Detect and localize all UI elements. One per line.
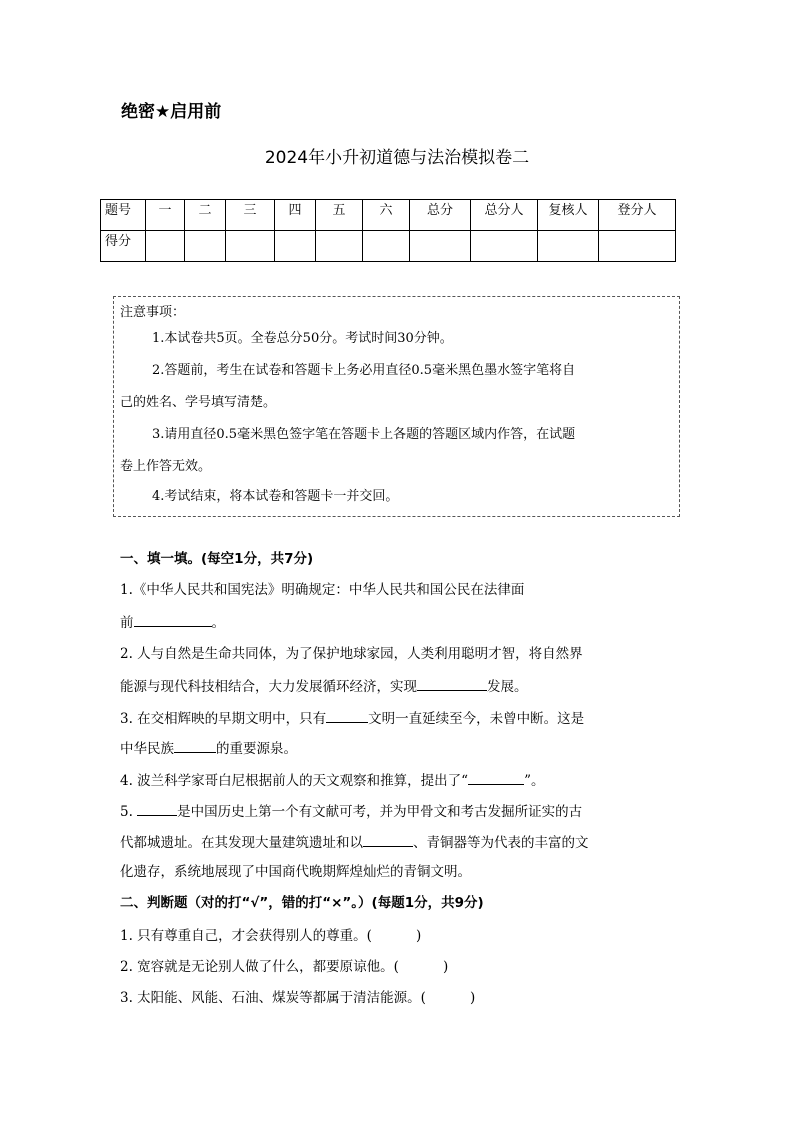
table-cell: 总分人	[471, 200, 538, 231]
question-text: ”。	[524, 773, 545, 789]
notice-item: 1.本试卷共5页。全卷总分50分。考试时间30分钟。	[152, 331, 453, 346]
score-table-score-row	[101, 231, 676, 262]
notice-item: 卷上作答无效。	[120, 459, 212, 474]
question-text: 2. 宽容就是无论别人做了什么，都要原谅他。(	[120, 959, 399, 975]
table-cell: 得分	[101, 231, 146, 262]
question-text: 能源与现代科技相结合，大力发展循环经济，实现	[120, 679, 417, 695]
score-entry-cell	[226, 231, 275, 262]
table-cell: 二	[185, 200, 226, 231]
score-table-header-row	[101, 200, 676, 231]
question-text: 3. 在交相辉映的早期文明中，只有	[120, 711, 327, 727]
score-entry-cell	[185, 231, 226, 262]
table-cell: 四	[275, 200, 316, 231]
section-heading-fill: 一、填一填。(每空1分，共7分)	[120, 551, 314, 567]
close-paren: )	[469, 990, 476, 1006]
notice-item: 4.考试结束，将本试卷和答题卡一并交回。	[152, 489, 399, 504]
question-text: 。	[211, 615, 225, 631]
question-text: 3. 太阳能、风能、石油、煤炭等都属于清洁能源。(	[120, 990, 426, 1006]
question-text	[120, 801, 680, 822]
table-cell: 五	[316, 200, 363, 231]
score-entry-cell	[363, 231, 410, 262]
table-cell: 一	[146, 200, 185, 231]
question-text	[120, 926, 680, 946]
question-text: 5.	[120, 804, 138, 820]
table-cell: 总分	[410, 200, 471, 231]
question-text: 文明一直延续至今，未曾中断。这是	[368, 711, 585, 727]
question-text: 前	[120, 615, 134, 631]
confidential-label: 绝密★启用前	[121, 102, 222, 122]
score-entry-cell	[471, 231, 538, 262]
question-text: 化遗存，系统地展现了中国商代晚期辉煌灿烂的青铜文明。	[120, 864, 471, 880]
close-paren: )	[415, 928, 422, 944]
score-entry-cell	[410, 231, 471, 262]
table-cell: 登分人	[599, 200, 676, 231]
exam-title: 2024年小升初道德与法治模拟卷二	[264, 148, 530, 168]
score-entry-cell	[599, 231, 676, 262]
score-entry-cell	[538, 231, 599, 262]
question-text: 代都城遗址。在其发现大量建筑遗址和以	[120, 835, 363, 851]
score-table	[100, 199, 676, 262]
table-cell: 题号	[101, 200, 146, 231]
answer-blank[interactable]	[174, 738, 216, 753]
question-text: 1. 只有尊重自己，才会获得别人的尊重。(	[120, 928, 372, 944]
notice-box	[113, 296, 680, 517]
question-text: 的重要源泉。	[216, 741, 297, 757]
answer-blank[interactable]	[326, 708, 368, 723]
answer-blank[interactable]	[137, 801, 177, 816]
question-text	[120, 988, 680, 1008]
score-entry-cell	[275, 231, 316, 262]
question-text: 、青铜器等为代表的丰富的文	[413, 835, 589, 851]
answer-blank[interactable]	[363, 832, 413, 847]
question-text	[120, 957, 680, 977]
question-text	[120, 738, 680, 759]
score-entry-cell	[316, 231, 363, 262]
close-paren: )	[442, 959, 449, 975]
question-text	[120, 832, 680, 853]
table-cell: 复核人	[538, 200, 599, 231]
question-text: 2. 人与自然是生命共同体，为了保护地球家园，人类利用聪明才智，将自然界	[120, 646, 583, 662]
answer-blank[interactable]	[417, 676, 487, 691]
question-text	[120, 612, 680, 633]
answer-blank[interactable]	[134, 612, 212, 627]
question-text: 中华民族	[120, 741, 174, 757]
section-heading-judge: 二、判断题（对的打“√”，错的打“×”。）(每题1分，共9分)	[120, 895, 484, 911]
table-cell: 六	[363, 200, 410, 231]
question-text: 发展。	[487, 679, 528, 695]
score-entry-cell	[146, 231, 185, 262]
question-text: 1.《中华人民共和国宪法》明确规定：中华人民共和国公民在法律面	[120, 582, 525, 598]
notice-item: 3.请用直径0.5毫米黑色签字笔在答题卡上各题的答题区域内作答，在试题	[152, 427, 576, 442]
question-text: 4. 波兰科学家哥白尼根据前人的天文观察和推算，提出了“	[120, 773, 469, 789]
notice-title: 注意事项：	[120, 305, 186, 320]
question-text	[120, 770, 680, 791]
question-text: 是中国历史上第一个有文献可考，并为甲骨文和考古发掘所证实的古	[177, 804, 583, 820]
question-text	[120, 676, 680, 697]
answer-blank[interactable]	[468, 770, 524, 785]
notice-item: 2.答题前，考生在试卷和答题卡上务必用直径0.5毫米黑色墨水签字笔将自	[152, 363, 576, 378]
notice-item: 己的姓名、学号填写清楚。	[120, 395, 277, 410]
table-cell: 三	[226, 200, 275, 231]
question-text	[120, 708, 680, 729]
